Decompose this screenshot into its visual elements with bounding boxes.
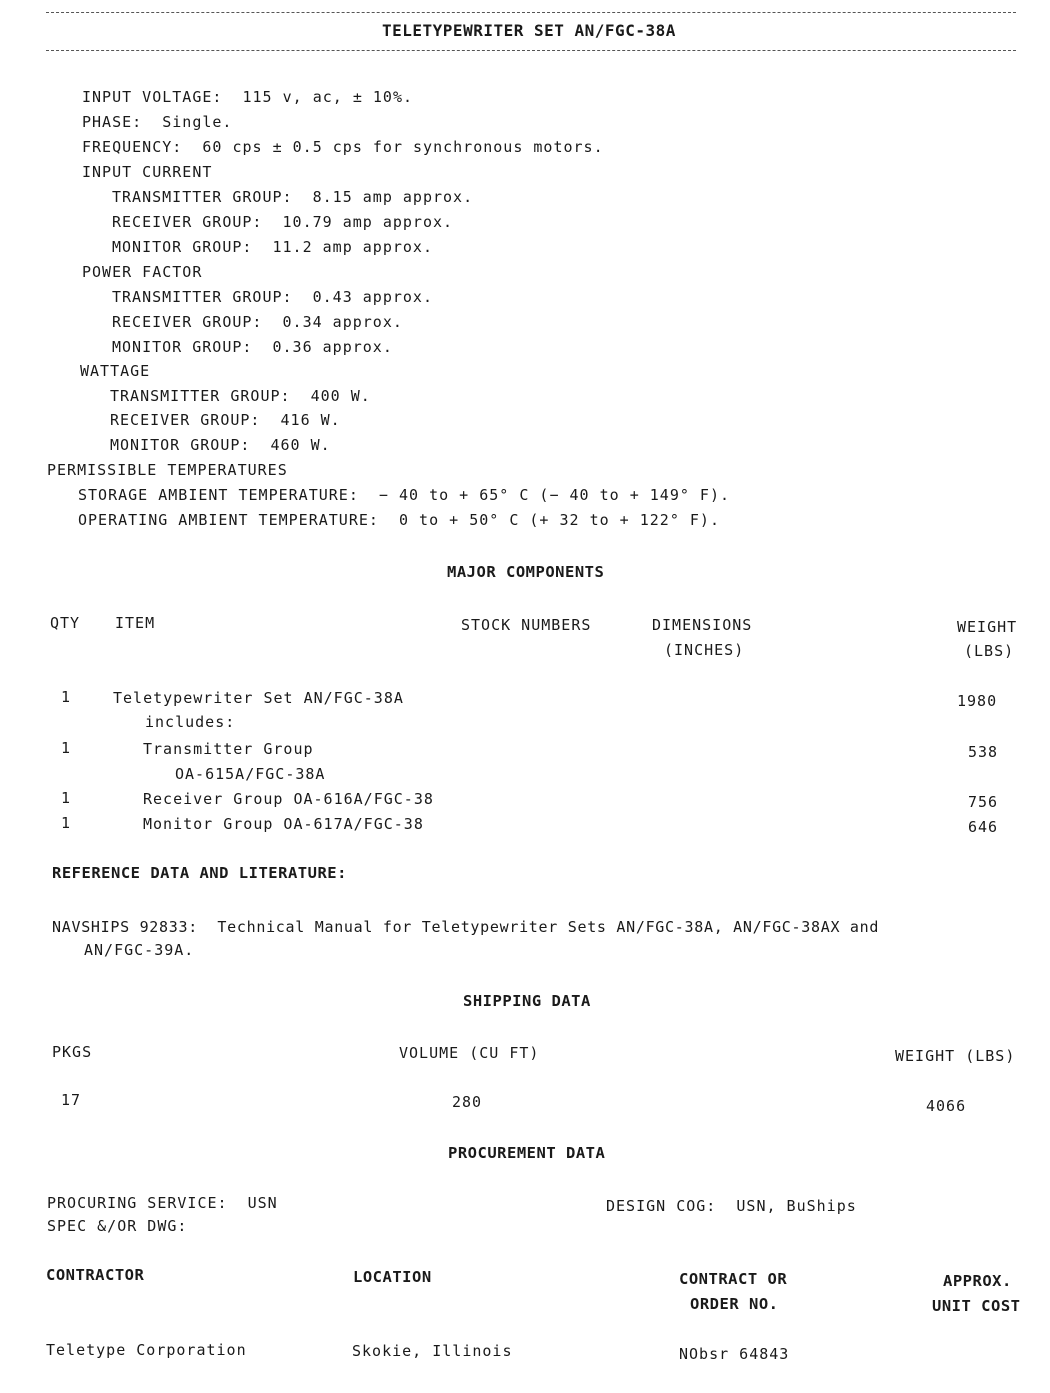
reference-line-1: NAVSHIPS 92833: Technical Manual for Teletypewriter Sets AN/FGC-38A, AN/FGC-38AX and [52,918,880,936]
input-current-receiver: RECEIVER GROUP: 10.79 amp approx. [112,213,454,231]
top-rule [46,12,1016,13]
temperatures-heading: PERMISSIBLE TEMPERATURES [47,461,288,479]
row-weight: 1980 [957,692,998,710]
input-current-monitor: MONITOR GROUP: 11.2 amp approx. [112,238,433,256]
title-rule [46,50,1016,51]
contractor-name: Teletype Corporation [46,1341,247,1359]
reference-heading: REFERENCE DATA AND LITERATURE: [52,864,347,882]
shipping-pkgs: 17 [61,1091,82,1109]
input-voltage: INPUT VOLTAGE: 115 v, ac, ± 10%. [82,88,414,106]
col-cost-2: UNIT COST [932,1297,1021,1315]
col-qty: QTY [50,614,81,632]
row-qty: 1 [61,789,72,807]
col-weight-unit: (LBS) [964,642,1015,660]
input-current-transmitter: TRANSMITTER GROUP: 8.15 amp approx. [112,188,474,206]
page-title: TELETYPEWRITER SET AN/FGC-38A [382,21,676,40]
wattage-transmitter: TRANSMITTER GROUP: 400 W. [110,387,371,405]
col-dimensions: DIMENSIONS [652,616,753,634]
wattage-receiver: RECEIVER GROUP: 416 W. [110,411,341,429]
design-cog: DESIGN COG: USN, BuShips [606,1197,857,1215]
operating-temperature: OPERATING AMBIENT TEMPERATURE: 0 to + 50° C (+ 32 to + 122° F). [78,511,720,529]
spec-dwg: SPEC &/OR DWG: [47,1217,188,1235]
col-dimensions-unit: (INCHES) [664,641,745,659]
col-item: ITEM [115,614,156,632]
frequency: FREQUENCY: 60 cps ± 0.5 cps for synchronous motors. [82,138,604,156]
shipping-weight: 4066 [926,1097,967,1115]
row-item: Monitor Group OA-617A/FGC-38 [143,815,424,833]
row-item: Receiver Group OA-616A/FGC-38 [143,790,434,808]
input-current-heading: INPUT CURRENT [82,163,213,181]
col-cost-1: APPROX. [943,1272,1012,1290]
storage-temperature: STORAGE AMBIENT TEMPERATURE: − 40 to + 65° C (− 40 to + 149° F). [78,486,730,504]
row-item-continued: includes: [145,713,236,731]
shipping-volume: 280 [452,1093,483,1111]
major-components-heading: MAJOR COMPONENTS [447,563,605,581]
row-weight: 646 [968,818,999,836]
procurement-heading: PROCUREMENT DATA [448,1144,606,1162]
wattage-monitor: MONITOR GROUP: 460 W. [110,436,331,454]
row-weight: 538 [968,743,999,761]
col-location: LOCATION [353,1268,432,1286]
power-factor-monitor: MONITOR GROUP: 0.36 approx. [112,338,393,356]
procuring-service: PROCURING SERVICE: USN [47,1194,278,1212]
row-item: Transmitter Group [143,740,314,758]
row-item-continued: OA-615A/FGC-38A [175,765,326,783]
col-shipping-weight: WEIGHT (LBS) [895,1047,1016,1065]
power-factor-receiver: RECEIVER GROUP: 0.34 approx. [112,313,403,331]
col-contractor: CONTRACTOR [46,1266,145,1284]
col-pkgs: PKGS [52,1043,93,1061]
col-stock-numbers: STOCK NUMBERS [461,616,592,634]
row-qty: 1 [61,739,72,757]
row-qty: 1 [61,814,72,832]
phase: PHASE: Single. [82,113,233,131]
col-contract-2: ORDER NO. [690,1295,779,1313]
contract-number: NObsr 64843 [679,1345,790,1363]
power-factor-heading: POWER FACTOR [82,263,203,281]
reference-line-2: AN/FGC-39A. [84,941,195,959]
col-weight: WEIGHT [957,618,1018,636]
shipping-heading: SHIPPING DATA [463,992,591,1010]
row-item: Teletypewriter Set AN/FGC-38A [113,689,404,707]
col-volume: VOLUME (CU FT) [399,1044,540,1062]
power-factor-transmitter: TRANSMITTER GROUP: 0.43 approx. [112,288,433,306]
col-contract-1: CONTRACT OR [679,1270,788,1288]
row-qty: 1 [61,688,72,706]
contractor-location: Skokie, Illinois [352,1342,513,1360]
wattage-heading: WATTAGE [80,362,151,380]
row-weight: 756 [968,793,999,811]
